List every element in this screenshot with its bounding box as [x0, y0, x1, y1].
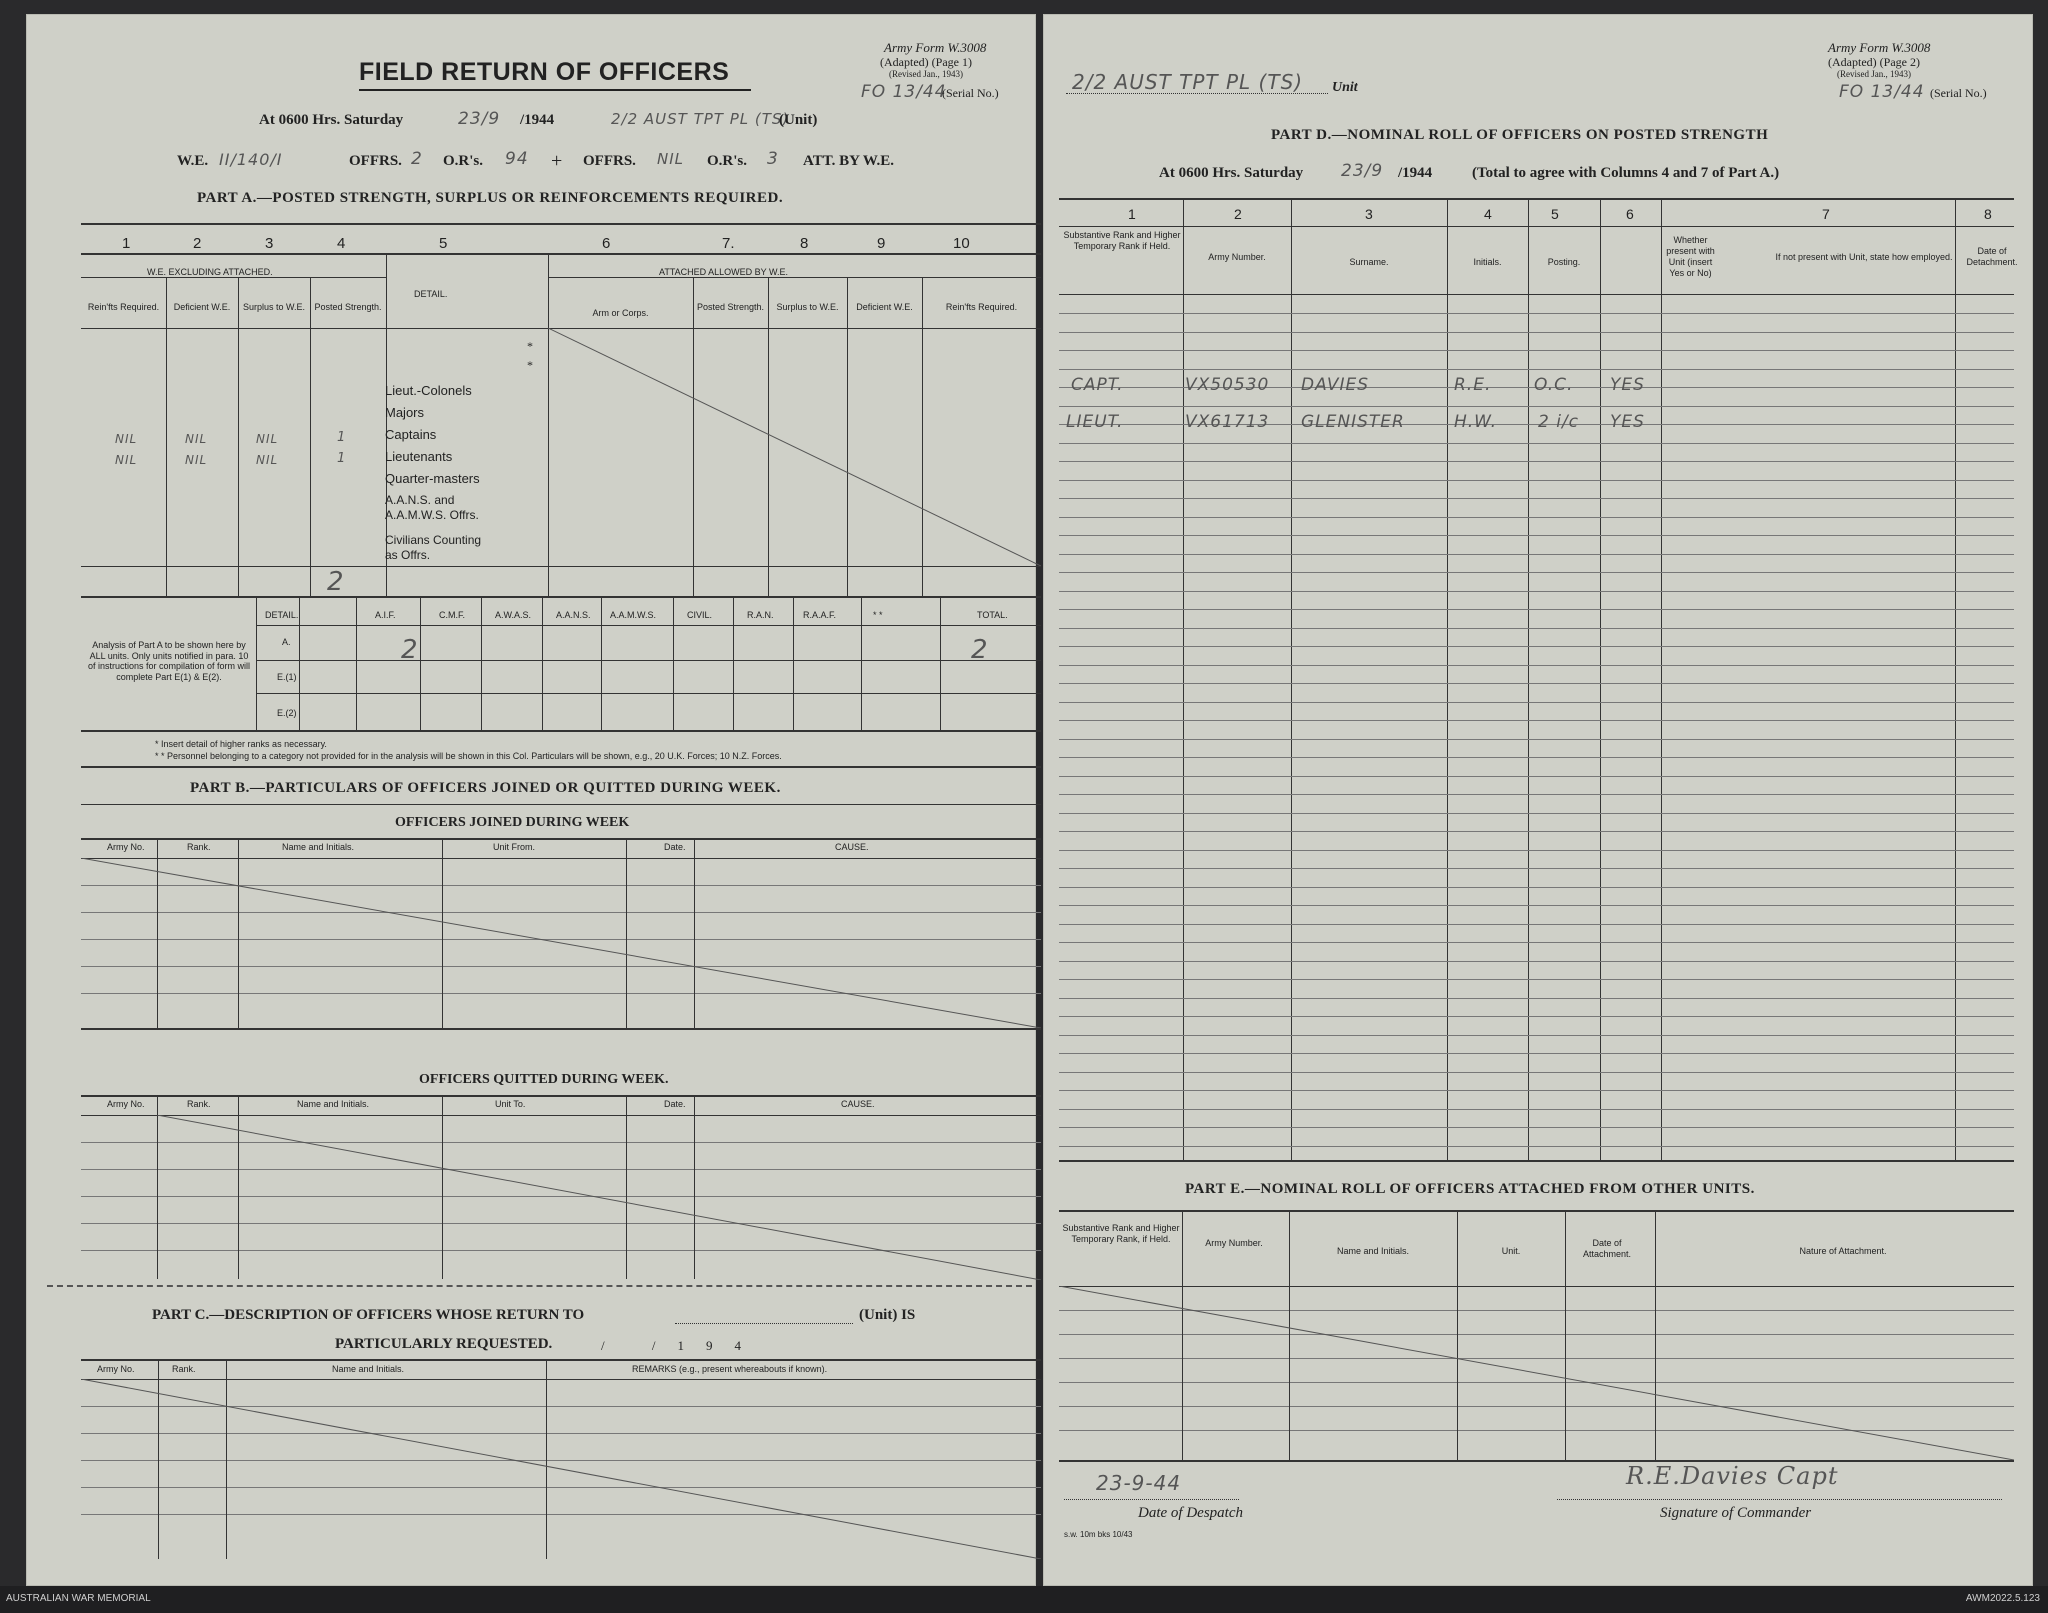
- captains-deficient: NIL: [185, 432, 208, 446]
- analysis-hdr-other: * *: [873, 610, 883, 620]
- row2-present: YES: [1610, 412, 1645, 432]
- despatch-date: 23-9-44: [1096, 1471, 1182, 1495]
- d-hdr-army-number: Army Number.: [1208, 252, 1266, 262]
- we-value: II/140/I: [219, 150, 283, 169]
- offrs2-label: OFFRS.: [583, 153, 636, 169]
- analysis-row-e1: E.(1): [277, 672, 297, 682]
- part-d-row-rule: [1059, 517, 2014, 518]
- part-b-rule: [81, 804, 1041, 805]
- part-d-row-rule: [1059, 628, 2014, 629]
- d-col-num-1: 1: [1128, 206, 1136, 222]
- part-c-unit-blank: [675, 1323, 853, 1324]
- analysis-aif-value: 2: [401, 635, 419, 665]
- part-c-hdr-name: Name and Initials.: [332, 1364, 405, 1374]
- part-d-row-rule: [1059, 1090, 2014, 1091]
- form-adapted: (Adapted) (Page 1): [880, 55, 972, 69]
- d-col-num-8: 8: [1984, 206, 1992, 222]
- date-field: 23/9: [458, 109, 501, 129]
- hdr-arm-corps: Arm or Corps.: [592, 308, 649, 318]
- serial-label: (Serial No.): [1930, 86, 1987, 100]
- ors2-label: O.R's.: [707, 153, 748, 169]
- part-a-title: PART A.—POSTED STRENGTH, SURPLUS OR REINFORCEMENTS REQUIRED.: [197, 190, 784, 206]
- star-1: *: [527, 339, 533, 353]
- col-num-4: 4: [337, 235, 346, 252]
- row1-number: VX50530: [1185, 375, 1270, 395]
- archive-footer: [0, 1586, 2048, 1613]
- part-d-row-rule: [1059, 1146, 2014, 1147]
- ors-label: O.R's.: [443, 153, 484, 169]
- form-revised: (Revised Jan., 1943): [889, 69, 963, 79]
- part-a-strikeout: [548, 328, 1041, 566]
- commander-signature: R.E.Davies Capt: [1626, 1462, 1839, 1490]
- at-line-suffix: (Total to agree with Columns 4 and 7 of Part A.): [1472, 165, 1780, 181]
- offrs2-value: NIL: [657, 150, 685, 168]
- rank-captains: Captains: [385, 427, 437, 442]
- analysis-row-a: A.: [282, 637, 291, 647]
- joined-title: OFFICERS JOINED DURING WEEK: [395, 815, 630, 830]
- hdr-deficient: Deficient W.E.: [173, 302, 231, 312]
- quitted-hdr-cause: CAUSE.: [841, 1099, 875, 1109]
- rank-majors: Majors: [385, 405, 425, 420]
- d-hdr-present: Whether present with Unit (insert Yes or No): [1666, 235, 1715, 278]
- part-d-row-rule: [1059, 702, 2014, 703]
- captains-posted: 1: [337, 430, 347, 445]
- unit-label: (Unit): [779, 112, 818, 128]
- star-2: *: [527, 358, 533, 372]
- year-suffix: /1944: [520, 112, 555, 128]
- part-d-row-rule: [1059, 757, 2014, 758]
- part-d-row-rule: [1059, 461, 2014, 462]
- part-c-unit-label: (Unit) IS: [859, 1307, 916, 1323]
- analysis-hdr-detail: DETAIL.: [265, 610, 299, 620]
- part-c-line-2: PARTICULARLY REQUESTED.: [335, 1336, 553, 1352]
- rank-lieutenants: Lieutenants: [385, 449, 453, 464]
- hdr-reinfts: Rein'fts Required.: [87, 302, 160, 312]
- d-col-num-7: 7: [1822, 206, 1830, 222]
- hdr-deficient-we: Deficient W.E.: [856, 302, 913, 312]
- analysis-hdr-aans: A.A.N.S.: [556, 610, 591, 620]
- part-d-row-rule: [1059, 1072, 2014, 1073]
- date-field: 23/9: [1341, 161, 1384, 181]
- part-d-table: [1059, 198, 2014, 1163]
- unit-field: 2/2 AUST TPT PL (TS): [1072, 70, 1304, 94]
- part-d-row-rule: [1059, 794, 2014, 795]
- analysis-hdr-cmf: C.M.F.: [439, 610, 465, 620]
- analysis-total-value: 2: [971, 635, 989, 665]
- row2-rank: LIEUT.: [1066, 412, 1124, 432]
- hdr-reinfts-required: Rein'fts Required.: [945, 302, 1018, 312]
- offrs-label: OFFRS.: [349, 153, 402, 169]
- part-d-row-rule: [1059, 1053, 2014, 1054]
- d-hdr-initials: Initials.: [1473, 257, 1502, 267]
- form-id: Army Form W.3008: [884, 40, 987, 55]
- we-excl-header: W.E. EXCLUDING ATTACHED.: [147, 267, 273, 277]
- rank-quartermasters: Quarter-masters: [385, 471, 480, 486]
- quitted-hdr-unit-to: Unit To.: [495, 1099, 526, 1109]
- part-d-row-rule: [1059, 905, 2014, 906]
- part-b-title: PART B.—PARTICULARS OF OFFICERS JOINED OR QUITTED DURING WEEK.: [190, 780, 781, 796]
- d-hdr-not-present: If not present with Unit, state how employed.: [1775, 252, 1953, 262]
- part-d-row-rule: [1059, 609, 2014, 610]
- part-d-row-rule: [1059, 591, 2014, 592]
- analysis-hdr-aif: A.I.F.: [375, 610, 396, 620]
- part-d-row-rule: [1059, 665, 2014, 666]
- analysis-note: Analysis of Part A to be shown here by ALL units. Only units notified in para. 10 of instructions for compilation of form will complete Part E(1) & E(2).: [87, 640, 251, 682]
- quitted-strikeout: [157, 1115, 1041, 1280]
- part-d-row-rule: [1059, 850, 2014, 851]
- ors2-value: 3: [767, 149, 779, 169]
- part-d-row-rule: [1059, 646, 2014, 647]
- signature-label: Signature of Commander: [1660, 1505, 1812, 1521]
- part-a-bottom-rule: [81, 766, 1041, 768]
- joined-hdr-name: Name and Initials.: [282, 842, 355, 852]
- serial-label: (Serial No.): [942, 86, 999, 100]
- part-d-row-rule: [1059, 739, 2014, 740]
- col-num-6: 6: [602, 235, 611, 252]
- hdr-surplus-we: Surplus to W.E.: [776, 302, 839, 312]
- analysis-hdr-total: TOTAL.: [977, 610, 1008, 620]
- e-hdr-nature: Nature of Attachment.: [1799, 1246, 1887, 1256]
- part-c-hdr-remarks: REMARKS (e.g., present whereabouts if known).: [632, 1364, 828, 1374]
- posted-total: 2: [327, 567, 345, 597]
- part-d-row-rule: [1059, 831, 2014, 832]
- col-num-5: 5: [439, 235, 448, 252]
- col-num-10: 10: [953, 235, 970, 252]
- part-d-row-rule: [1059, 406, 2014, 407]
- lieutenants-deficient: NIL: [185, 453, 208, 467]
- part-d-row-rule: [1059, 480, 2014, 481]
- unit-field: 2/2 AUST TPT PL (TS): [611, 110, 790, 128]
- offrs-value: 2: [411, 149, 423, 169]
- part-c-hdr-army-no: Army No.: [97, 1364, 135, 1374]
- d-hdr-posting: Posting.: [1547, 257, 1581, 267]
- part-c-divider: [47, 1285, 1032, 1287]
- hdr-posted-strength: Posted Strength.: [696, 302, 765, 312]
- printer-note: s.w. 10m bks 10/43: [1064, 1530, 1133, 1539]
- part-d-row-rule: [1059, 443, 2014, 444]
- part-c-table: [81, 1359, 1041, 1559]
- footer-right: AWM2022.5.123: [1965, 1593, 2040, 1604]
- analysis-hdr-civil: CIVIL.: [687, 610, 713, 620]
- analysis-row-e2: E.(2): [277, 708, 297, 718]
- d-col-num-3: 3: [1365, 206, 1373, 222]
- analysis-hdr-ran: R.A.N.: [747, 610, 774, 620]
- ors-value: 94: [505, 149, 529, 169]
- form-adapted: (Adapted) (Page 2): [1828, 55, 1920, 69]
- quitted-hdr-name: Name and Initials.: [297, 1099, 370, 1109]
- col-num-7: 7.: [722, 235, 735, 252]
- part-e-title: PART E.—NOMINAL ROLL OF OFFICERS ATTACHED FROM OTHER UNITS.: [1185, 1181, 1755, 1197]
- d-hdr-detachment: Date of Detachment.: [1966, 246, 2018, 267]
- part-d-row-rule: [1059, 813, 2014, 814]
- signature-line: [1557, 1499, 2002, 1500]
- part-d-row-rule: [1059, 1127, 2014, 1128]
- att-label: ATT. BY W.E.: [803, 153, 895, 169]
- lieutenants-posted: 1: [337, 451, 347, 466]
- lieutenants-reinfts: NIL: [115, 453, 138, 467]
- row1-posting: O.C.: [1534, 375, 1574, 395]
- part-d-row-rule: [1059, 332, 2014, 333]
- row2-surname: GLENISTER: [1301, 412, 1405, 432]
- footnote-2: * * Personnel belonging to a category not provided for in the analysis will be shown in this Col. Particulars will be shown, e.g., 20 U.K. Forces; 10 N.Z. Forces.: [155, 751, 782, 761]
- e-hdr-rank: Substantive Rank and Higher Temporary Rank, if Held.: [1062, 1223, 1180, 1244]
- part-a-table: [81, 223, 1041, 598]
- form-page-1: [26, 14, 1036, 1586]
- quitted-hdr-date: Date.: [664, 1099, 686, 1109]
- captains-surplus: NIL: [256, 432, 279, 446]
- form-id: Army Form W.3008: [1828, 40, 1931, 55]
- unit-blank: [1066, 93, 1328, 94]
- part-d-row-rule: [1059, 572, 2014, 573]
- unit-label: Unit: [1332, 80, 1358, 95]
- row2-initials: H.W.: [1454, 412, 1498, 432]
- row1-rank: CAPT.: [1071, 375, 1124, 395]
- captains-reinfts: NIL: [115, 432, 138, 446]
- joined-hdr-unit-from: Unit From.: [493, 842, 536, 852]
- col-num-8: 8: [800, 235, 809, 252]
- part-d-row-rule: [1059, 1035, 2014, 1036]
- joined-hdr-rank: Rank.: [187, 842, 211, 852]
- row1-present: YES: [1610, 375, 1645, 395]
- part-d-row-rule: [1059, 979, 2014, 980]
- detail-header: DETAIL.: [414, 289, 448, 299]
- hdr-surplus: Surplus to W.E.: [242, 302, 306, 312]
- analysis-hdr-aamws: A.A.M.W.S.: [610, 610, 657, 620]
- plus-sign: +: [551, 150, 563, 172]
- part-d-row-rule: [1059, 535, 2014, 536]
- rank-lieut-colonels: Lieut.-Colonels: [385, 383, 472, 398]
- quitted-table: [81, 1095, 1041, 1280]
- e-hdr-unit: Unit.: [1501, 1246, 1521, 1256]
- part-d-row-rule: [1059, 998, 2014, 999]
- part-d-row-rule: [1059, 1016, 2014, 1017]
- d-col-num-6: 6: [1626, 206, 1634, 222]
- despatch-label: Date of Despatch: [1138, 1505, 1243, 1521]
- part-e-strikeout: [1059, 1286, 2014, 1460]
- year-suffix: /1944: [1398, 165, 1433, 181]
- row1-initials: R.E.: [1454, 375, 1492, 395]
- part-d-row-rule: [1059, 924, 2014, 925]
- serial-number: FO 13/44: [861, 82, 947, 102]
- col-num-3: 3: [265, 235, 274, 252]
- part-d-row-rule: [1059, 887, 2014, 888]
- row2-posting: 2 i/c: [1538, 412, 1580, 432]
- row2-number: VX61713: [1185, 412, 1270, 432]
- attached-allowed-header: ATTACHED ALLOWED BY W.E.: [659, 267, 789, 277]
- hdr-posted: Posted Strength.: [314, 302, 382, 312]
- d-col-num-5: 5: [1551, 206, 1559, 222]
- col-num-9: 9: [877, 235, 886, 252]
- d-col-num-4: 4: [1484, 206, 1492, 222]
- quitted-hdr-army-no: Army No.: [107, 1099, 145, 1109]
- at-line-prefix: At 0600 Hrs. Saturday: [1159, 165, 1304, 181]
- joined-hdr-army-no: Army No.: [107, 842, 145, 852]
- form-title: FIELD RETURN OF OFFICERS: [359, 58, 730, 86]
- d-hdr-surname: Surname.: [1349, 257, 1389, 267]
- e-hdr-date: Date of Attachment.: [1582, 1238, 1632, 1259]
- quitted-title: OFFICERS QUITTED DURING WEEK.: [419, 1072, 669, 1087]
- analysis-hdr-raaf: R.A.A.F.: [803, 610, 837, 620]
- despatch-line: [1064, 1499, 1239, 1500]
- quitted-hdr-rank: Rank.: [187, 1099, 211, 1109]
- part-c-date: / /194: [601, 1338, 763, 1353]
- d-col-num-2: 2: [1234, 206, 1242, 222]
- part-d-row-rule: [1059, 961, 2014, 962]
- d-hdr-rank: Substantive Rank and Higher Temporary Rank if Held.: [1063, 230, 1181, 251]
- col-num-1: 1: [122, 235, 131, 252]
- row1-surname: DAVIES: [1301, 375, 1370, 395]
- lieutenants-surplus: NIL: [256, 453, 279, 467]
- part-d-row-rule: [1059, 554, 2014, 555]
- part-c-line-1: PART C.—DESCRIPTION OF OFFICERS WHOSE RETURN TO: [152, 1307, 585, 1323]
- at-line-prefix: At 0600 Hrs. Saturday: [259, 112, 404, 128]
- part-d-row-rule: [1059, 369, 2014, 370]
- footnote-1: * Insert detail of higher ranks as necessary.: [155, 739, 327, 749]
- col-num-2: 2: [193, 235, 202, 252]
- e-hdr-name: Name and Initials.: [1336, 1246, 1410, 1256]
- part-d-row-rule: [1059, 683, 2014, 684]
- part-d-row-rule: [1059, 720, 2014, 721]
- serial-number: FO 13/44: [1839, 82, 1925, 102]
- joined-table: [81, 838, 1041, 1030]
- part-d-row-rule: [1059, 1109, 2014, 1110]
- part-d-row-rule: [1059, 776, 2014, 777]
- part-d-row-rule: [1059, 313, 2014, 314]
- part-d-row-rule: [1059, 942, 2014, 943]
- rank-aans: A.A.N.S. and A.A.M.W.S. Offrs.: [385, 493, 479, 522]
- part-d-row-rule: [1059, 868, 2014, 869]
- joined-strikeout: [81, 858, 1041, 1028]
- form-page-2: [1043, 14, 2033, 1586]
- joined-hdr-date: Date.: [664, 842, 686, 852]
- joined-hdr-cause: CAUSE.: [835, 842, 869, 852]
- analysis-hdr-awas: A.W.A.S.: [495, 610, 532, 620]
- e-hdr-army-number: Army Number.: [1205, 1238, 1263, 1248]
- we-label: W.E.: [177, 153, 209, 169]
- part-d-row-rule: [1059, 498, 2014, 499]
- footer-left: AUSTRALIAN WAR MEMORIAL: [6, 1593, 151, 1604]
- rank-civilians: Civilians Counting as Offrs.: [385, 533, 482, 562]
- part-c-strikeout: [81, 1379, 1041, 1559]
- part-d-row-rule: [1059, 350, 2014, 351]
- part-d-title: PART D.—NOMINAL ROLL OF OFFICERS ON POSTED STRENGTH: [1271, 127, 1769, 143]
- part-c-hdr-rank: Rank.: [172, 1364, 196, 1374]
- form-revised: (Revised Jan., 1943): [1837, 69, 1911, 79]
- title-underline: [359, 89, 751, 91]
